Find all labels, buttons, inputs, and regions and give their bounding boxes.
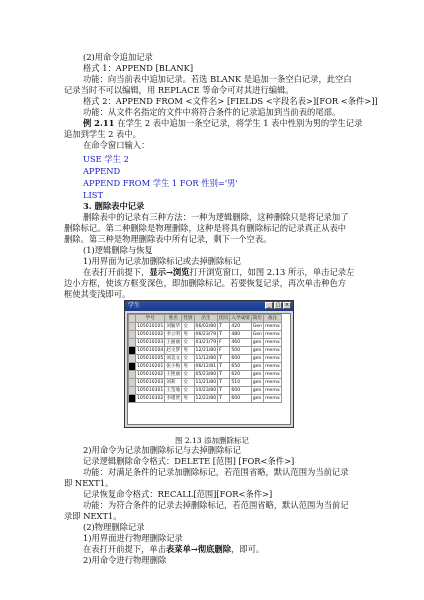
line-text: 格式 1：APPEND [BLANK]: [83, 63, 194, 73]
corner-cell: [129, 315, 136, 323]
table-row[interactable]: [129, 395, 282, 403]
table-cell[interactable]: T: [218, 331, 230, 339]
table-cell[interactable]: F: [218, 339, 230, 347]
line-text: 记录当时不可以编辑，用 REPLACE 等命令可对其进行编辑。: [64, 85, 294, 95]
table-cell[interactable]: 12/21/80: [195, 348, 217, 353]
table-cell[interactable]: 500: [230, 347, 251, 355]
table-cell[interactable]: T: [218, 371, 230, 379]
table-cell[interactable]: 李瑾贤: [166, 396, 181, 401]
table-cell[interactable]: memo: [265, 332, 280, 337]
table-cell[interactable]: memo: [265, 388, 280, 393]
table-cell[interactable]: memo: [265, 324, 280, 329]
line-text: 记录恢复命令格式：RECALL[范围][FOR<条件>]: [83, 489, 273, 499]
text-line: [64, 129, 424, 140]
delete-mark-on[interactable]: [129, 395, 136, 403]
text-line: [83, 154, 424, 165]
delete-mark-box[interactable]: [129, 371, 136, 379]
grid-area: [127, 313, 291, 425]
table-cell[interactable]: 女: [182, 371, 194, 379]
table-cell[interactable]: gen: [251, 363, 263, 371]
table-cell[interactable]: 620: [230, 371, 251, 379]
table-cell[interactable]: 105010302: [137, 396, 164, 401]
table-cell[interactable]: 510: [230, 379, 251, 387]
table-cell[interactable]: 女: [182, 323, 194, 331]
table-cell[interactable]: 女: [182, 387, 194, 395]
table-row[interactable]: [129, 347, 282, 355]
line-text: 1)用界面为记录加删除标记或去掉删除标记: [83, 256, 241, 266]
table-cell[interactable]: memo: [265, 380, 280, 385]
text-line: [83, 190, 424, 201]
text-line: [83, 522, 424, 533]
table-cell[interactable]: 王艳丽: [166, 372, 181, 377]
table-cell[interactable]: T: [218, 387, 230, 395]
table-cell[interactable]: gen: [251, 339, 263, 347]
text-line: [83, 245, 424, 256]
text-line: [83, 63, 424, 74]
line-text: APPEND FROM 学生 1 FOR 性别='男': [83, 178, 238, 188]
text-line: [83, 201, 424, 212]
column-header[interactable]: 姓名: [165, 315, 182, 323]
table-row[interactable]: [129, 355, 282, 363]
line-text: 边小方框，使该方框变深色，即加删除标记。若要恢复记录，再次单击种色方: [64, 278, 347, 288]
browse-window: [124, 300, 294, 428]
table-row[interactable]: [129, 379, 282, 387]
column-header[interactable]: 备注: [264, 315, 282, 323]
table-cell[interactable]: 650: [230, 363, 251, 371]
table-cell[interactable]: 105010102: [137, 332, 164, 337]
line-text: 3. 删除表中记录: [83, 201, 145, 211]
table-cell[interactable]: 105010103: [137, 340, 164, 345]
line-text: USE 学生 2: [83, 154, 129, 164]
line-text: 录即 NEXT1。: [64, 511, 122, 521]
line-text: 2)用命令为记录加删除标记与去掉删除标记: [83, 445, 241, 455]
delete-mark-box[interactable]: [129, 387, 136, 395]
table-cell[interactable]: gen: [251, 379, 263, 387]
line-text: 删除标记。第二种删除是物理删除，这种是将具有删除标记的记录真正从表中: [64, 223, 347, 233]
line-text: 在学生 2 表中追加一条空记录，将学生 1 表中性别为男的学生记录: [117, 118, 363, 128]
column-header[interactable]: 团员: [219, 316, 229, 321]
text-line: [83, 118, 424, 129]
table-cell[interactable]: gen: [251, 355, 263, 363]
line-text: 在表打开前提下，单击: [83, 544, 166, 554]
table-cell[interactable]: memo: [265, 340, 280, 345]
line-text: 在表打开前提下，: [83, 267, 150, 277]
table-cell[interactable]: Gen: [252, 324, 263, 329]
table-cell[interactable]: 10/23/80: [195, 388, 217, 393]
table-cell[interactable]: 105010104: [137, 348, 164, 353]
table-row[interactable]: [129, 323, 282, 331]
table-cell[interactable]: 女: [182, 355, 194, 363]
table-cell[interactable]: 105010201: [137, 364, 164, 369]
text-line: [83, 456, 424, 467]
table-cell[interactable]: memo: [265, 348, 280, 353]
table-cell[interactable]: 男: [182, 347, 194, 355]
table-cell[interactable]: 06/23/79: [195, 332, 217, 337]
figure-caption: 图 2.13 添加删除标记: [175, 436, 249, 445]
line-tail: 打开浏览窗口，如图 2.13 所示，单击记录左: [189, 267, 355, 277]
table-cell[interactable]: 王丽丽: [166, 340, 181, 345]
column-header[interactable]: 入学成绩: [231, 316, 250, 321]
table-cell[interactable]: 105010203: [137, 380, 164, 385]
table-cell[interactable]: gen: [251, 387, 263, 395]
table-cell[interactable]: F: [218, 347, 230, 355]
text-line: [83, 178, 424, 189]
delete-mark-box[interactable]: [129, 355, 136, 363]
table-cell[interactable]: 女: [182, 379, 194, 387]
table-row[interactable]: [129, 363, 282, 371]
column-header[interactable]: 简历: [252, 316, 262, 321]
text-line: [83, 74, 424, 85]
table-cell[interactable]: 05/23/80: [195, 372, 217, 377]
text-line: [83, 52, 424, 63]
table-cell[interactable]: 105010301: [137, 388, 164, 393]
table-cell[interactable]: T: [218, 323, 230, 331]
text-line: [83, 500, 424, 511]
line-text: (1)逻辑删除与恢复: [83, 245, 153, 255]
line-text: (2)物理删除记录: [83, 522, 145, 532]
menu-path: 表菜单→彻底删除: [165, 544, 232, 554]
table-cell[interactable]: 赵文梦: [166, 348, 181, 353]
table-cell[interactable]: 12/22/80: [195, 396, 217, 401]
table-cell[interactable]: 600: [230, 395, 251, 403]
text-line: [83, 267, 424, 278]
table-cell[interactable]: 105010101: [137, 324, 164, 329]
line-text: 1)用界面进行物理删除记录: [83, 533, 183, 543]
text-line: [64, 234, 424, 245]
table-cell[interactable]: 李立明: [166, 332, 181, 337]
table-cell[interactable]: memo: [265, 364, 280, 369]
column-header[interactable]: 出生: [194, 315, 218, 323]
line-text: 追加到学生 2 表中。: [64, 129, 141, 139]
window-title: 学生: [128, 302, 141, 309]
table-cell[interactable]: 男: [182, 331, 194, 339]
minimize-button[interactable]: _: [265, 302, 273, 309]
table-cell[interactable]: 105010105: [137, 356, 164, 361]
table-cell[interactable]: gen: [251, 371, 263, 379]
table-cell[interactable]: T: [218, 355, 230, 363]
table-cell[interactable]: 刘美文: [166, 356, 181, 361]
table-cell[interactable]: 105010202: [137, 372, 164, 377]
table-cell[interactable]: gen: [251, 395, 263, 403]
line-text: 2)用命令进行物理删除: [83, 555, 167, 565]
line-text: 框使其变浅即可。: [64, 289, 131, 299]
table-cell[interactable]: 女: [182, 339, 194, 347]
maximize-button[interactable]: □: [275, 302, 281, 308]
text-line: [83, 107, 424, 118]
delete-mark-on[interactable]: [129, 347, 136, 355]
line-text: 功能：从文件名指定的文件中将符合条件的记录追加到当前表的尾部。: [83, 107, 341, 117]
delete-mark-box[interactable]: [129, 339, 136, 347]
text-line: [83, 544, 424, 555]
text-line: [83, 212, 424, 223]
table-cell[interactable]: 男: [182, 395, 194, 403]
column-header[interactable]: 性别: [183, 316, 193, 321]
column-header[interactable]: 学号: [136, 315, 165, 323]
table-cell[interactable]: 460: [230, 339, 251, 347]
line-tail: ，即可。: [231, 544, 265, 554]
delete-mark-box[interactable]: [129, 323, 136, 331]
text-line: [64, 478, 424, 489]
text-line: [83, 445, 424, 456]
text-line: [64, 85, 424, 96]
table-cell[interactable]: T: [218, 363, 230, 371]
line-text: 在命令窗口输入：: [83, 140, 150, 150]
line-text: 功能：向当前表中追加记录。若选 BLANK 是追加一条空白记录，此空白: [83, 74, 352, 84]
table-cell[interactable]: 刘颖华: [166, 324, 181, 329]
table-cell[interactable]: 420: [230, 323, 251, 331]
text-line: [64, 223, 424, 234]
table-cell[interactable]: T: [218, 395, 230, 403]
text-line: [83, 166, 424, 177]
line-text: APPEND: [83, 166, 121, 176]
table-cell[interactable]: T: [218, 379, 230, 387]
table-cell[interactable]: 600: [230, 355, 251, 363]
table-row[interactable]: [129, 331, 282, 339]
table-cell[interactable]: 06/12/81: [195, 364, 217, 369]
table-cell[interactable]: 男: [182, 363, 194, 371]
table-cell[interactable]: 06/02/80: [195, 324, 217, 329]
records-grid: [128, 314, 282, 403]
text-line: [64, 278, 424, 289]
delete-mark-box[interactable]: [129, 331, 136, 339]
table-cell[interactable]: memo: [265, 396, 280, 401]
line-text: LIST: [83, 190, 104, 200]
line-text: (2)用命令追加记录: [83, 52, 153, 62]
line-text: 功能：为符合条件的记录去掉删除标记，若范围省略，默认范围为当前记: [83, 500, 349, 510]
text-line: [64, 511, 424, 522]
text-line: [83, 555, 424, 566]
line-text: 功能：对满足条件的记录加删除标记，若范围省略，默认范围为当前记录: [83, 467, 349, 477]
close-button[interactable]: ×: [284, 302, 290, 308]
line-text: 删除。第三种是物理删除表中所有记录，剩下一个空表。: [64, 234, 272, 244]
table-cell[interactable]: 03/21/79: [195, 340, 217, 345]
line-text: 格式 2：APPEND FROM <文件名> [FIELDS <字段名表>][FOR <条件>]]: [83, 96, 378, 106]
line-text: 删除表中的记录有三种方法：一种为逻辑删除，这种删除只是将记录加了: [83, 212, 349, 222]
delete-mark-box[interactable]: [129, 379, 136, 387]
header-row: [129, 315, 282, 323]
window-title-bar[interactable]: [125, 301, 293, 311]
text-line: [83, 256, 424, 267]
line-text: 即 NEXT1。: [64, 478, 114, 488]
text-line: [83, 96, 424, 107]
text-line: [83, 140, 424, 151]
text-line: [64, 289, 424, 300]
table-cell[interactable]: 刘莉: [165, 379, 182, 387]
menu-path: 显示→浏览: [149, 267, 190, 277]
example-label: 例 2.11: [83, 118, 118, 128]
line-text: 记录逻辑删除命令格式：DELETE [范围] [FOR<条件>]: [83, 456, 295, 466]
table-cell[interactable]: 600: [230, 387, 251, 395]
table-cell[interactable]: memo: [265, 372, 280, 377]
table-cell[interactable]: 11/21/80: [195, 380, 217, 385]
table-row[interactable]: [129, 387, 282, 395]
table-cell[interactable]: gen: [251, 347, 263, 355]
text-line: [83, 489, 424, 500]
table-cell[interactable]: 王莹瑜: [166, 388, 181, 393]
table-cell[interactable]: 张小梅: [166, 364, 181, 369]
table-row[interactable]: [129, 339, 282, 347]
table-cell[interactable]: memo: [265, 356, 280, 361]
table-cell[interactable]: 11/12/80: [195, 356, 217, 361]
table-row[interactable]: [129, 371, 282, 379]
table-cell[interactable]: 480: [230, 331, 251, 339]
delete-mark-on[interactable]: [129, 363, 136, 371]
table-cell[interactable]: Gen: [252, 332, 263, 337]
text-line: [83, 467, 424, 478]
text-line: [83, 533, 424, 544]
